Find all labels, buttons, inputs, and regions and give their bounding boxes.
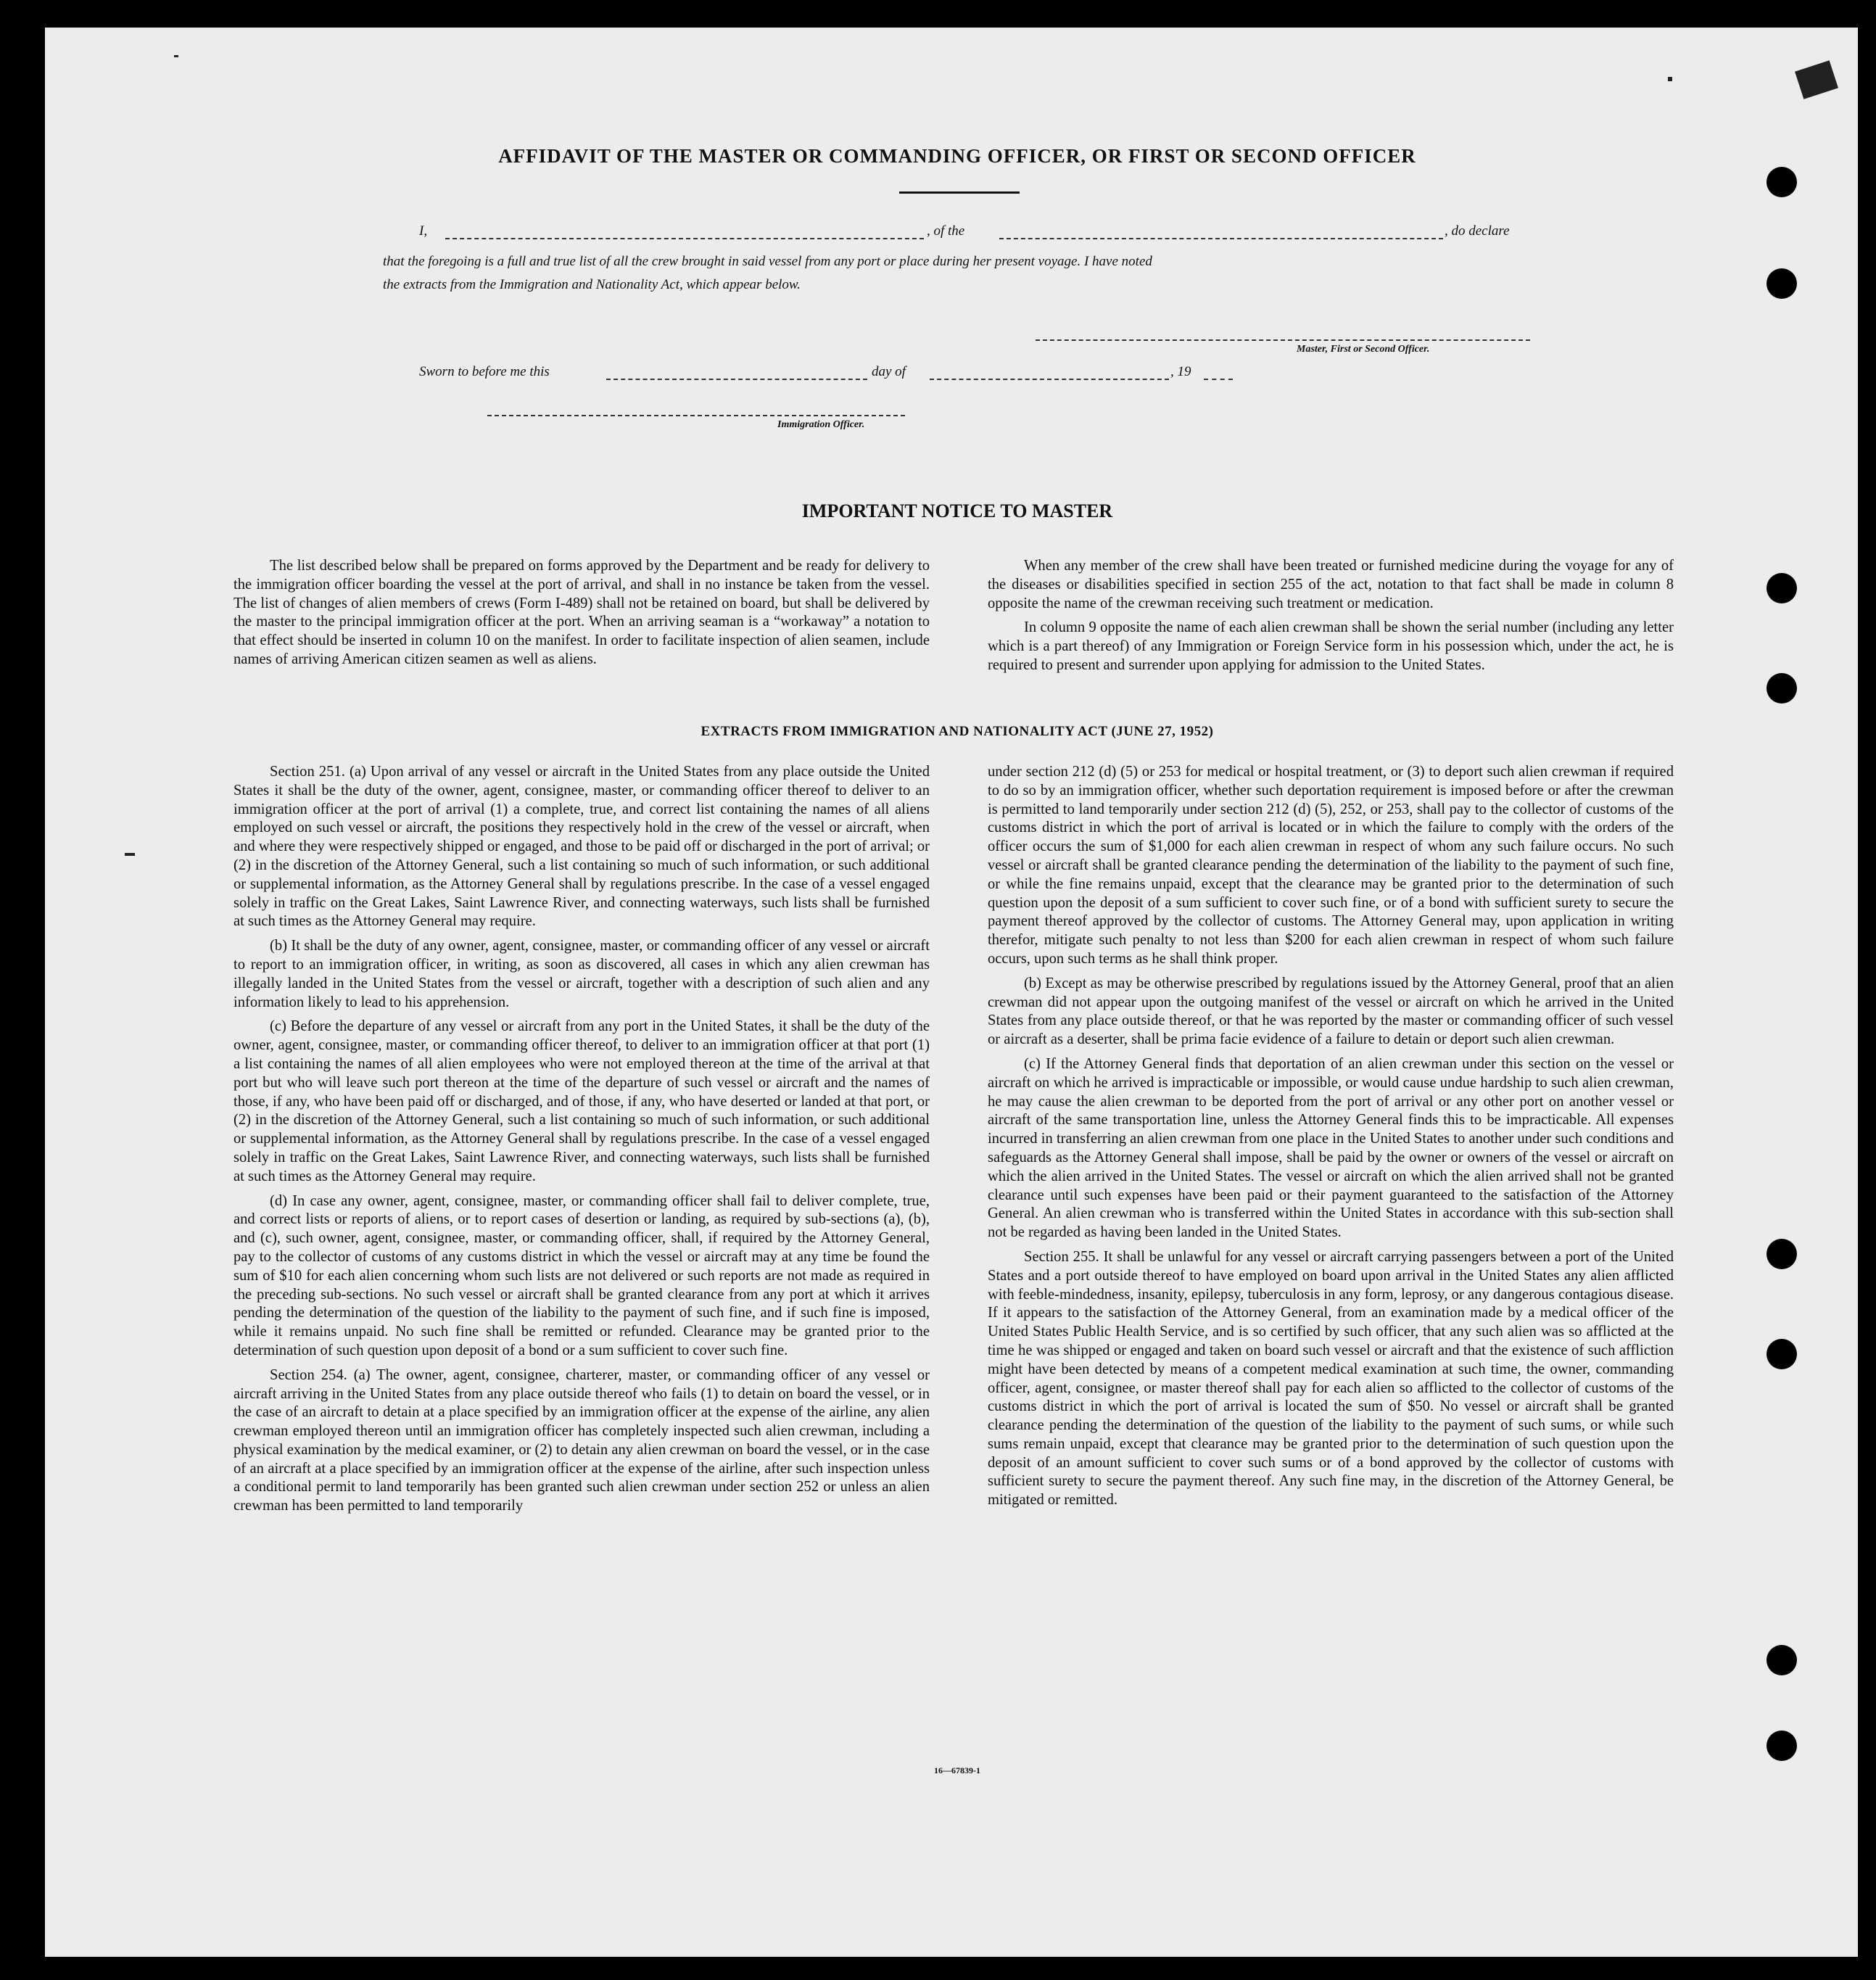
decl-line3: the extracts from the Immigration and Nationality Act, which appear below. [383,277,801,292]
extracts-title: EXTRACTS FROM IMMIGRATION AND NATIONALITY ACT (JUNE 27, 1952) [701,724,1214,739]
notice-title: IMPORTANT NOTICE TO MASTER [801,500,1113,521]
day-of-label: day of [872,364,906,379]
decl-of-the: , of the [927,223,965,239]
sworn-label: Sworn to before me this [419,364,550,379]
notice-right-paragraph-1: When any member of the crew shall have been treated or furnished medicine during the voyage for any of the diseases or disabilities specified in section 255 of the act, notation to that fact shall be made in column 8 opposite the name of the crewman receiving such treatment or medication. [988,558,1674,611]
title-rule [899,191,1020,194]
extracts-left-column [234,763,930,1522]
officer-signature-line [487,415,905,416]
section-251c: (c) Before the departure of any vessel or aircraft from any port in the United States, it shall be the duty of the owner, agent, consignee, master, or commanding officer thereof, to deliver to an immigration officer at that port (1) a list containing the names of all alien employees who were not employed thereon at the time of the arrival at that port but who will leave such port thereon at the time of the departure of such vessel or aircraft and the names of those, if any, who have been paid off or discharged, and of those, if any, who have deserted or landed at that port, or (2) in the discretion of the Attorney General, such a list containing so much of such information, or such additional or supplemental information, as the Attorney General shall by regulations prescribe. In the case of a vessel engaged solely in traffic on the Great Lakes, Saint Lawrence River, and connecting waterways, such lists shall be furnished at such times as the Attorney General may require. [234,1018,930,1184]
section-251a: Section 251. (a) Upon arrival of any vessel or aircraft in the United States from any place outside the United States it shall be the duty of the owner, agent, consignee, master, or commanding officer thereof to deliver to an immigration officer at the port of arrival (1) a complete, true, and correct list containing the names of all aliens employed on such vessel or aircraft, the positions they respectively hold in the crew of the vessel or aircraft, when and where they were respectively shipped or engaged, and those to be paid off or discharged in the port of arrival; or (2) in the discretion of the Attorney General, such a list containing so much of such information, or such additional or supplemental information, as the Attorney General shall by regulations prescribe. In the case of a vessel engaged solely in traffic on the Great Lakes, Saint Lawrence River, and connecting waterways, such lists shall be furnished at such times as the Attorney General may require. [234,764,930,930]
decl-i: I, [419,223,428,239]
year-blank [1204,379,1233,380]
punch-hole [1767,1339,1797,1369]
section-251b: (b) It shall be the duty of any owner, agent, consignee, master, or commanding officer of any vessel or aircraft to report to an immigration officer, in writing, as soon as discovered, all cases in which any alien crewman has illegally landed in the United States from the vessel or aircraft, together with a description of such alien and any information likely to lead to his apprehension. [234,938,930,1010]
vessel-blank [999,238,1443,239]
master-label: Master, First or Second Officer. [1297,344,1430,355]
punch-hole [1767,167,1797,197]
form-code: 16—67839-1 [934,1765,980,1775]
punch-hole [1767,1239,1797,1269]
section-251d: (d) In case any owner, agent, consignee, master, or commanding officer shall fail to deliver complete, true, and correct lists or reports of aliens, or to report cases of desertion or landing, as required by sub-sections (a), (b), and (c), such owner, agent, consignee, master, or commanding officer, shall, if required by the Attorney General, pay to the collector of customs of any customs district in which the vessel or aircraft may at any time be found the sum of $10 for each alien concerning whom such lists are not delivered or such reports are not made as required in the preceding sub-sections. No such vessel or aircraft shall be granted clearance from any port at which it arrives pending the determination of the question of the liability to the payment of such fine, and if such fine is imposed, while it remains unpaid. No such fine shall be remitted or refunded. Clearance may be granted prior to the determination of such question upon deposit of a bond or a sum sufficient to cover such fine. [234,1192,930,1358]
section-254a-continued: under section 212 (d) (5) or 253 for medical or hospital treatment, or (3) to deport such alien crewman if required to do so by an immigration officer, whether such deportation requirement is imposed before or after the crewman is permitted to land temporarily under section 212 (d) (5), 252, or 253, shall pay to the collector of customs of the customs district in which the port of arrival is located or in which the failure to comply with the orders of the officer occurs the sum of $1,000 for each alien crewman in respect of whom any such failure occurs. No such vessel or aircraft shall be granted clearance pending the determination of the liability to the payment of such fine, or while the fine remains unpaid, except that the clearance may be granted prior to the determination of such question upon the deposit of a sum sufficient to cover such fine, or of a bond with sufficient surety to secure the payment thereof approved by the collector of customs. The Attorney General may, upon application in writing therefor, mitigate such penalty to not less than $200 for each alien crewman in respect of whom such failure occurs, upon such terms as he shall think proper. [988,764,1674,967]
name-blank [445,238,924,239]
punch-hole [1767,1731,1797,1761]
notice-right-column [988,557,1674,681]
punch-hole [1767,573,1797,603]
decl-do-declare: , do declare [1445,223,1510,239]
decl-line2: that the foregoing is a full and true list of all the crew brought in said vessel from any port or place during her present voyage. I have noted [383,254,1152,269]
section-254a: Section 254. (a) The owner, agent, consignee, charterer, master, or commanding officer of any vessel or aircraft arriving in the United States from any place outside thereof who fails (1) to detain on board the vessel, or in the case of an aircraft to detain at a place specified by an immigration officer at the expense of the airline, any alien crewman employed thereon until an immigration officer has completely inspected such alien crewman, including a physical examination by the medical examiner, or (2) to detain any alien crewman on board the vessel, or in the case of an aircraft at a place specified by an immigration officer at the expense of the airline, after such inspection unless a conditional permit to land temporarily has been granted such alien crewman under section 252 or unless an alien crewman has been permitted to land temporarily [234,1366,930,1514]
section-255: Section 255. It shall be unlawful for any vessel or aircraft carrying passengers between a port of the United States and a port outside thereof to have employed on board upon arrival in the United States any alien afflicted with feeble-mindedness, insanity, epilepsy, tuberculosis in any form, leprosy, or any dangerous contagious disease. If it appears to the satisfaction of the Attorney General, from an examination made by a medical officer of the United States Public Health Service, and is so certified by such officer, that any such alien was so afflicted at the time he was shipped or engaged and taken on board such vessel or aircraft and that the existence of such affliction might have been detected by means of a competent medical examination at such time, the owner, commanding officer, agent, consignee, or master thereof shall pay for each alien so afflicted to the collector of customs of the customs district in which the port of arrival is located the sum of $50. No vessel or aircraft shall be granted clearance pending the determination of the question of the liability to the payment of such sums, or while such sums remain unpaid, except that clearance may be granted prior to the determination of such question upon the deposit of an amount sufficient to cover such sums or of a bond approved by the collector of customs with sufficient surety to secure the payment thereof. Any such fine may, in the discretion of the Attorney General, be mitigated or remitted. [988,1248,1674,1509]
dust-speck [1668,77,1672,81]
master-signature-line [1036,339,1530,341]
notice-right-paragraph-2: In column 9 opposite the name of each alien crewman shall be shown the serial number (including any letter which is a part thereof) of any Immigration or Foreign Service form in his possession which, under the act, he is required to present and surrender upon applying for admission to the United States. [988,619,1674,673]
officer-label: Immigration Officer. [777,419,865,430]
extracts-right-column [988,763,1674,1516]
notice-left-paragraph: The list described below shall be prepared on forms approved by the Department and be ready for delivery to the immigration officer boarding the vessel at the port of arrival, and shall in no instance be taken from the vessel. The list of changes of alien members of crews (Form I-489) shall not be retained on board, but shall be delivered by the master to the principal immigration officer at the port. When an arriving seaman is a “workaway” a notation to that effect should be inserted in column 10 on the manifest. In order to facilitate inspection of alien seamen, include names of arriving American citizen seamen as well as aliens. [234,558,930,667]
notice-left-column [234,557,930,675]
punch-hole [1767,1645,1797,1675]
dust-speck [125,853,135,856]
year-label: , 19 [1170,364,1191,379]
punch-hole [1767,673,1797,704]
punch-hole [1767,268,1797,299]
day-blank [606,379,867,380]
dust-speck [174,55,178,57]
month-blank [930,379,1169,380]
section-254b: (b) Except as may be otherwise prescribed by regulations issued by the Attorney General, proof that an alien crewman did not appear upon the outgoing manifest of the vessel or aircraft on which he arrived in the United States from any place outside thereof, or that he was reported by the master or commanding officer of such vessel or aircraft as a deserter, shall be prima facie evidence of a failure to detain or deport such alien crewman. [988,975,1674,1048]
affidavit-title: AFFIDAVIT OF THE MASTER OR COMMANDING OFFICER, OR FIRST OR SECOND OFFICER [498,145,1416,167]
section-254c: (c) If the Attorney General finds that deportation of an alien crewman under this section on the vessel or aircraft on which he arrived is impracticable or impossible, or would cause undue hardship to such alien crewman, he may cause the alien crewman to be deported from the port of arrival or any other port on another vessel or aircraft of the same transportation line, unless the Attorney General finds this to be impracticable. All expenses incurred in transferring an alien crewman from one place in the United States to another under such conditions and safeguards as the Attorney General shall impose, shall be paid by the owner or owners of the vessel or aircraft on which the alien arrived in the United States. The vessel or aircraft on which the alien arrived shall not be granted clearance until such expenses have been paid or their payment guaranteed to the satisfaction of the Attorney General. An alien crewman who is transferred within the United States in accordance with this sub-section shall not be regarded as having been landed in the United States. [988,1055,1674,1241]
